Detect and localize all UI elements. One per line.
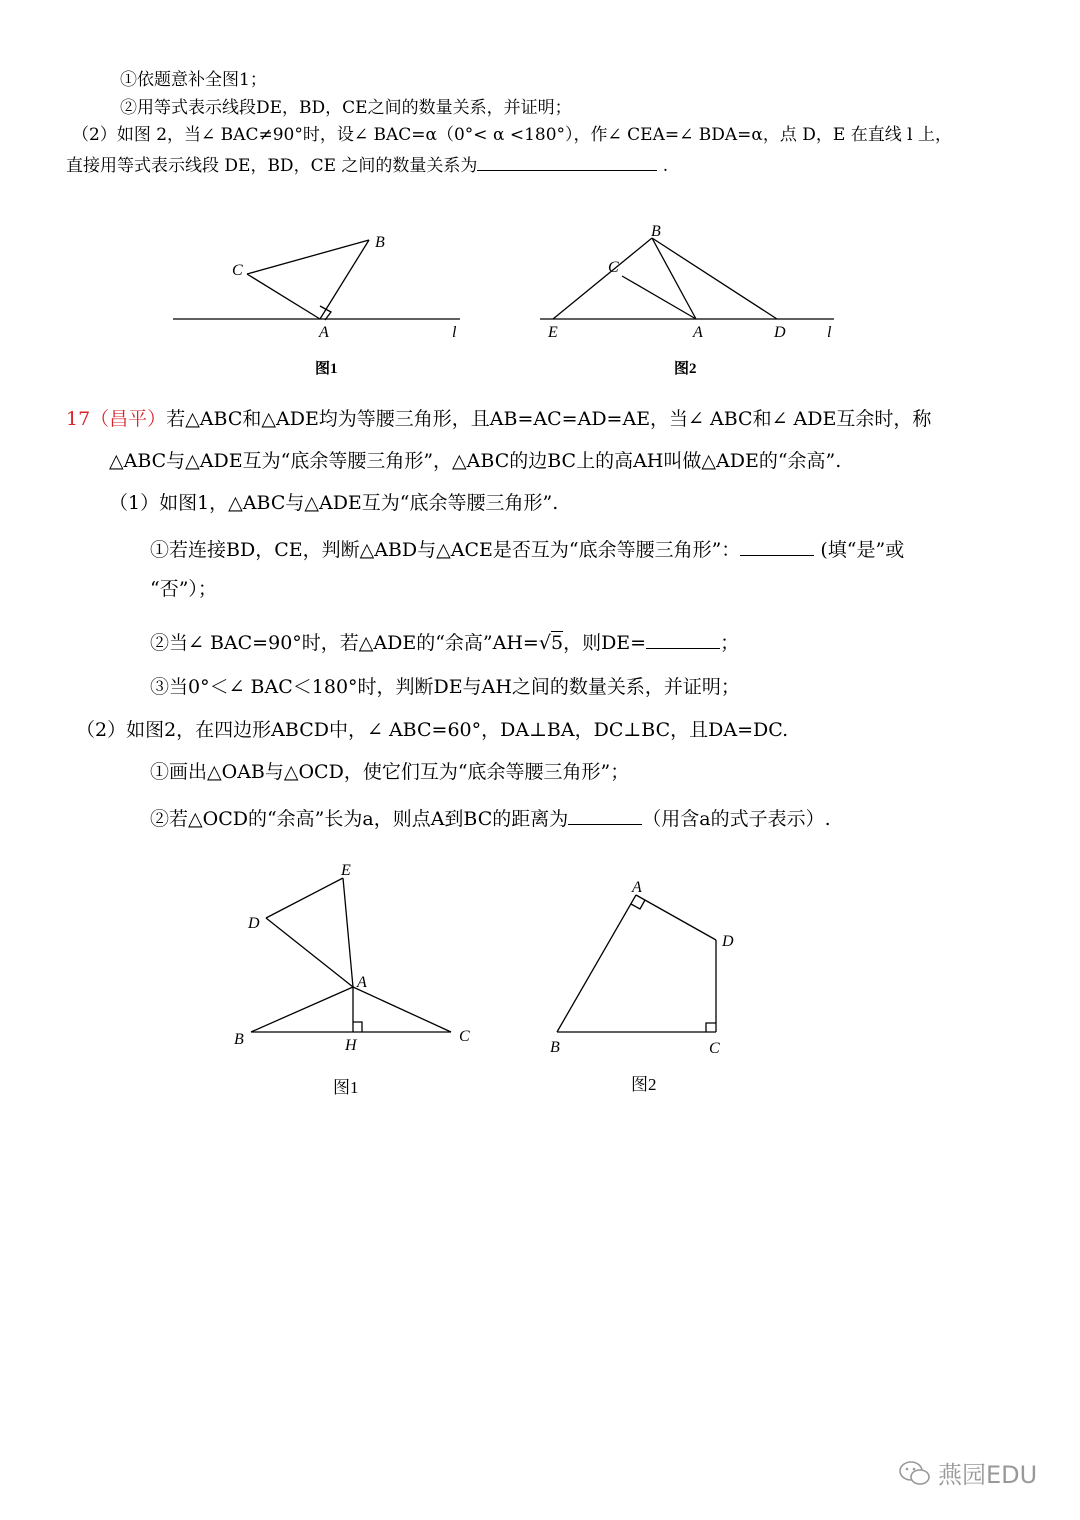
segment-ca <box>247 274 320 319</box>
instruction-line-2: ②用等式表示线段DE，BD，CE之间的数量关系，并证明； <box>120 98 572 118</box>
q17-part-2: （2）如图2，在四边形ABCD中，∠ ABC=60°，DA⊥BA，DC⊥BC，且DA=DC. <box>76 719 789 741</box>
label-c: C <box>459 1028 470 1045</box>
top-figure-2 <box>540 238 834 319</box>
watermark-text: 燕园EDU <box>938 1461 1038 1489</box>
q17-2-2-end: （用含a的式子表示）. <box>642 807 831 830</box>
segment-ab <box>557 895 636 1032</box>
label-c: C <box>709 1040 720 1057</box>
label-b: B <box>651 223 661 240</box>
label-a: A <box>693 324 703 341</box>
segment-da <box>266 918 353 987</box>
q17-stem-a: 若△ABC和△ADE均为等腰三角形，且AB=AC=AD=AE，当∠ ABC和∠ ADE互余时，称 <box>166 408 932 430</box>
sqrt-icon: √ <box>538 631 551 654</box>
segment-de <box>266 878 343 918</box>
question-2-text: 直接用等式表示线段 DE，BD，CE 之间的数量关系为 <box>66 155 478 176</box>
answer-blank-1-1[interactable] <box>740 535 814 556</box>
q17-1-2-text: ②当∠ BAC=90°时，若△ADE的“余高”AH= <box>150 631 539 654</box>
right-angle-mark <box>320 306 331 320</box>
label-b: B <box>234 1031 244 1048</box>
label-h: H <box>345 1037 357 1054</box>
answer-blank-2-2[interactable] <box>568 804 642 825</box>
label-d: D <box>774 324 786 341</box>
q17-part-1-1-cont: “否”）； <box>150 578 217 600</box>
q17-1-2-text-b: ，则DE= <box>563 631 647 654</box>
answer-blank-1-2[interactable] <box>646 628 720 649</box>
label-a: A <box>357 974 367 991</box>
label-e: E <box>341 862 351 879</box>
label-l: l <box>452 324 457 341</box>
label-d: D <box>248 915 260 932</box>
q17-1-1-hint: (填“是”或 <box>820 538 905 561</box>
q17-stem-line-2: △ABC与△ADE互为“底余等腰三角形”，△ABC的边BC上的高AH叫做△ADE的“余高”. <box>109 450 842 472</box>
segment-ac <box>353 987 451 1032</box>
segment-ba <box>251 987 353 1032</box>
sqrt-value: 5 <box>550 631 564 654</box>
top-fig1-caption: 图1 <box>315 361 338 377</box>
q17-stem-line-1 <box>66 408 931 431</box>
q17-part-1-1 <box>150 535 904 562</box>
bottom-figure-1 <box>251 878 451 1032</box>
label-e: E <box>548 324 558 341</box>
label-b: B <box>550 1039 560 1056</box>
label-c: C <box>232 262 243 279</box>
bottom-fig2-caption: 图2 <box>631 1075 657 1094</box>
label-a: A <box>319 324 329 341</box>
wechat-icon <box>898 1458 932 1488</box>
top-figure-1 <box>173 240 460 320</box>
watermark <box>898 1455 1037 1490</box>
q17-2-2-text: ②若△OCD的“余高”长为a，则点A到BC的距离为 <box>150 807 569 830</box>
instruction-line-1: ①依题意补全图1； <box>120 70 267 90</box>
q17-1-2-end: ； <box>720 631 740 654</box>
right-angle-mark-a <box>631 900 645 909</box>
q17-1-1-text: ①若连接BD，CE，判断△ABD与△ACE是否互为“底余等腰三角形”： <box>150 538 741 561</box>
segment-eb <box>553 238 652 319</box>
bottom-fig1-caption: 图1 <box>333 1078 359 1097</box>
bottom-figure-2 <box>557 895 716 1032</box>
q17-part-1-3: ③当0°＜∠ BAC＜180°时，判断DE与AH之间的数量关系，并证明； <box>150 676 740 698</box>
q17-part-1: （1）如图1，△ABC与△ADE互为“底余等腰三角形”. <box>109 492 559 514</box>
right-angle-mark-c <box>706 1023 716 1032</box>
q17-part-1-2 <box>150 628 739 655</box>
question-2-line-1: （2）如图 2，当∠ BAC≠90°时，设∠ BAC=α（0°< α <180°），作∠ CEA=∠ BDA=α，点 D，E 在直线 l 上， <box>72 125 952 145</box>
q17-number: 17（昌平） <box>66 408 167 430</box>
segment-bd <box>652 238 777 319</box>
label-l: l <box>827 324 832 341</box>
label-a: A <box>632 879 642 896</box>
label-c: C <box>608 259 619 276</box>
top-fig2-caption: 图2 <box>674 361 697 377</box>
segment-da <box>636 895 716 940</box>
label-b: B <box>375 234 385 251</box>
segment-ea <box>343 878 353 987</box>
q17-part-2-2 <box>150 804 831 831</box>
label-d: D <box>722 933 734 950</box>
q17-part-2-1: ①画出△OAB与△OCD，使它们互为“底余等腰三角形”； <box>150 761 630 783</box>
period: . <box>662 155 669 176</box>
right-angle-mark <box>353 1022 362 1032</box>
